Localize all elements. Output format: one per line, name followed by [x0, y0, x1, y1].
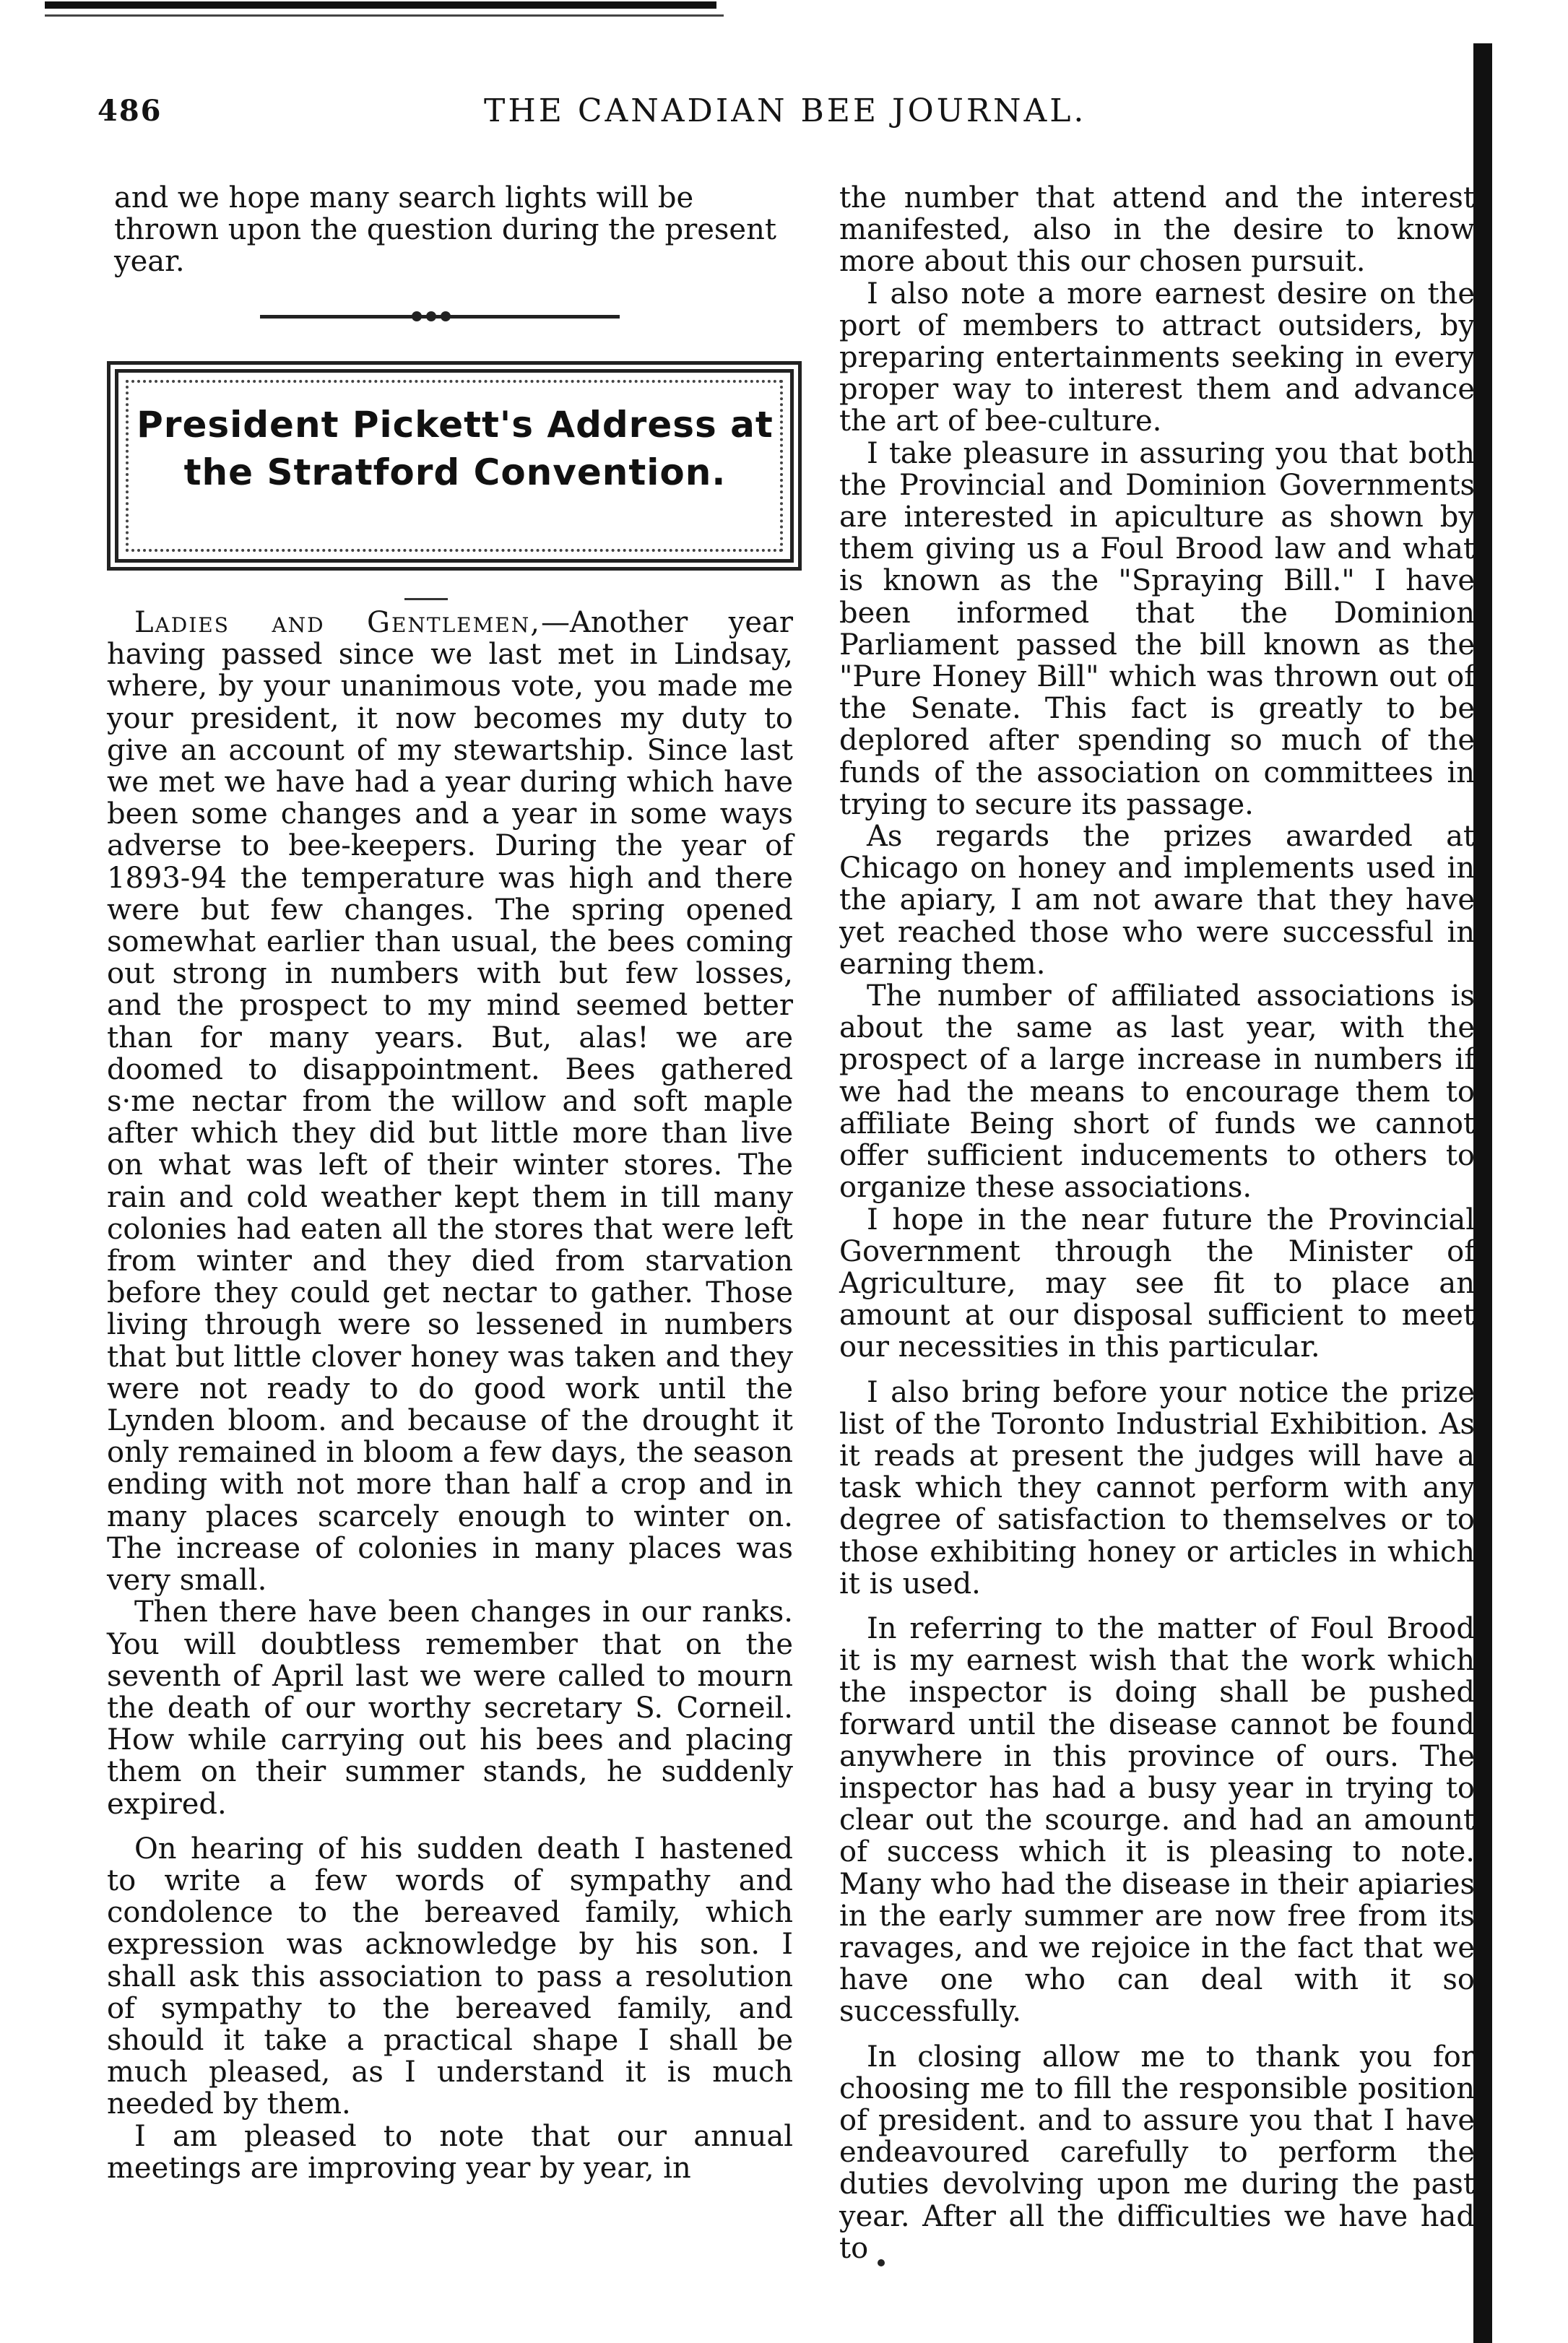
left-column [107, 607, 793, 2184]
title-dash [404, 598, 448, 600]
journal-title: THE CANADIAN BEE JOURNAL. [484, 92, 1087, 129]
paragraph [107, 607, 793, 1596]
section-divider [260, 315, 620, 319]
intro-line: year. [114, 245, 185, 279]
paragraph: I also note a more earnest desire on the port of members to attract outsiders, by preparing entertainments seeking in every proper way to interest them and advance the art of bee-culture. [839, 277, 1475, 438]
intro-text [114, 182, 787, 278]
divider-ornament [441, 311, 451, 321]
paragraph: I hope in the near future the Provincial Government through the Minister of Agriculture, may see fit to place an amount at our disposal sufficient to meet our necessities in this particular. [839, 1203, 1475, 1364]
divider-ornament [426, 311, 436, 321]
article-title-line: the Stratford Convention. [183, 451, 727, 493]
paragraph-text: —Another year having passed since we last met in Lindsay, where, by your unanimous vote, you made me your president, it now becomes my duty to give an account of my stewartship. Since last we met we have had a year during which have been some changes and a year in some ways adverse to bee-keepers. During the year of 1893-94 the temperature was high and there were but few changes. The spring opened somewhat earlier than usual, the bees coming out strong in numbers with but few losses, and the prospect to my mind seemed better than for many years. But, alas! we are doomed to disappointment. Bees gathered s·me nectar from the willow and soft maple after which they did but little more than live on what was left of their winter stores. The rain and cold weather kept them in till many colonies had eaten all the stores that were left from winter and they died from starvation before they could get nectar to gather. Those living through were so lessened in numbers that but little clover honey was taken and they were not ready to do good work until the Lynden bloom. and because of the drought it only remained in bloom a few days, the season ending with not more than half a crop and in many places scarcely enough to winter on. The increase of colonies in many places was very small. [107, 606, 793, 1598]
paragraph: In referring to the matter of Foul Brood it is my earnest wish that the work which the inspector is doing shall be pushed forward until the disease cannot be found anywhere in this province of ours. The inspector has had a busy year in trying to clear out the scourge. and had an amount of success which it is pleasing to note. Many who had the disease in their apiaries in the early summer are now free from its ravages, and we rejoice in the fact that we have one who can deal with it so successfully. [839, 1611, 1475, 2029]
paragraph: Then there have been changes in our ranks. You will doubtless remember that on the seventh of April last we were called to mourn the death of our worthy secretary S. Corneil. How while carrying out his bees and placing them on their summer stands, he suddenly expired. [107, 1595, 793, 1821]
page-edge-shadow [1473, 43, 1492, 2343]
top-border-thin-rule [45, 14, 724, 17]
paragraph: In closing allow me to thank you for choosing me to fill the responsible position of president. and to assure you that I have endeavoured carefully to perform the duties devolving upon me during the past year. After all the difficulties we have had to [839, 2040, 1475, 2265]
salutation: Ladies and Gentlemen, [134, 606, 541, 639]
paragraph: I take pleasure in assuring you that both the Provincial and Dominion Governments are interested in apiculture as shown by them giving us a Foul Brood law and what is known as the "Spraying Bill." I have been informed that the Dominion Parliament passed the bill known as the "Pure Honey Bill" which was thrown out of the Senate. This fact is greatly to be deplored after spending so much of the funds of the association on committees in trying to secure its passage. [839, 436, 1475, 821]
divider-ornament [412, 311, 422, 321]
paragraph: I am pleased to note that our annual meetings are improving year by year, in [107, 2119, 793, 2185]
paragraph: the number that attend and the interest manifested, also in the desire to know more about this our chosen pursuit. [839, 181, 1475, 279]
intro-line: thrown upon the question during the present [114, 213, 776, 247]
paragraph: The number of affiliated associations is about the same as last year, with the prospect of a large increase in numbers if we had the means to encourage them to affiliate Being short of funds we cannot offer sufficient inducements to others to organize these associations. [839, 979, 1475, 1205]
intro-line: and we hope many search lights will be [114, 181, 694, 215]
paragraph: I also bring before your notice the prize list of the Toronto Industrial Exhibition. As it reads at present the judges will have a task which they cannot perform with any degree of satisfaction to themselves or to those exhibiting honey or articles in which it is used. [839, 1375, 1475, 1601]
right-column [839, 182, 1475, 2264]
top-border-rule [45, 1, 716, 9]
bottom-dot [878, 2259, 885, 2266]
article-title [130, 401, 780, 496]
article-title-line: President Pickett's Address at [137, 404, 774, 446]
paragraph: As regards the prizes awarded at Chicago on honey and implements used in the apiary, I am not aware that they have yet reached those who were successful in earning them. [839, 820, 1475, 981]
paragraph: On hearing of his sudden death I hastened to write a few words of sympathy and condolence to the bereaved family, which expression was acknowledge by his son. I shall ask this association to pass a resolution of sympathy to the bereaved family, and should it take a practical shape I shall be much pleased, as I understand it is much needed by them. [107, 1832, 793, 2121]
page-number: 486 [98, 94, 163, 128]
